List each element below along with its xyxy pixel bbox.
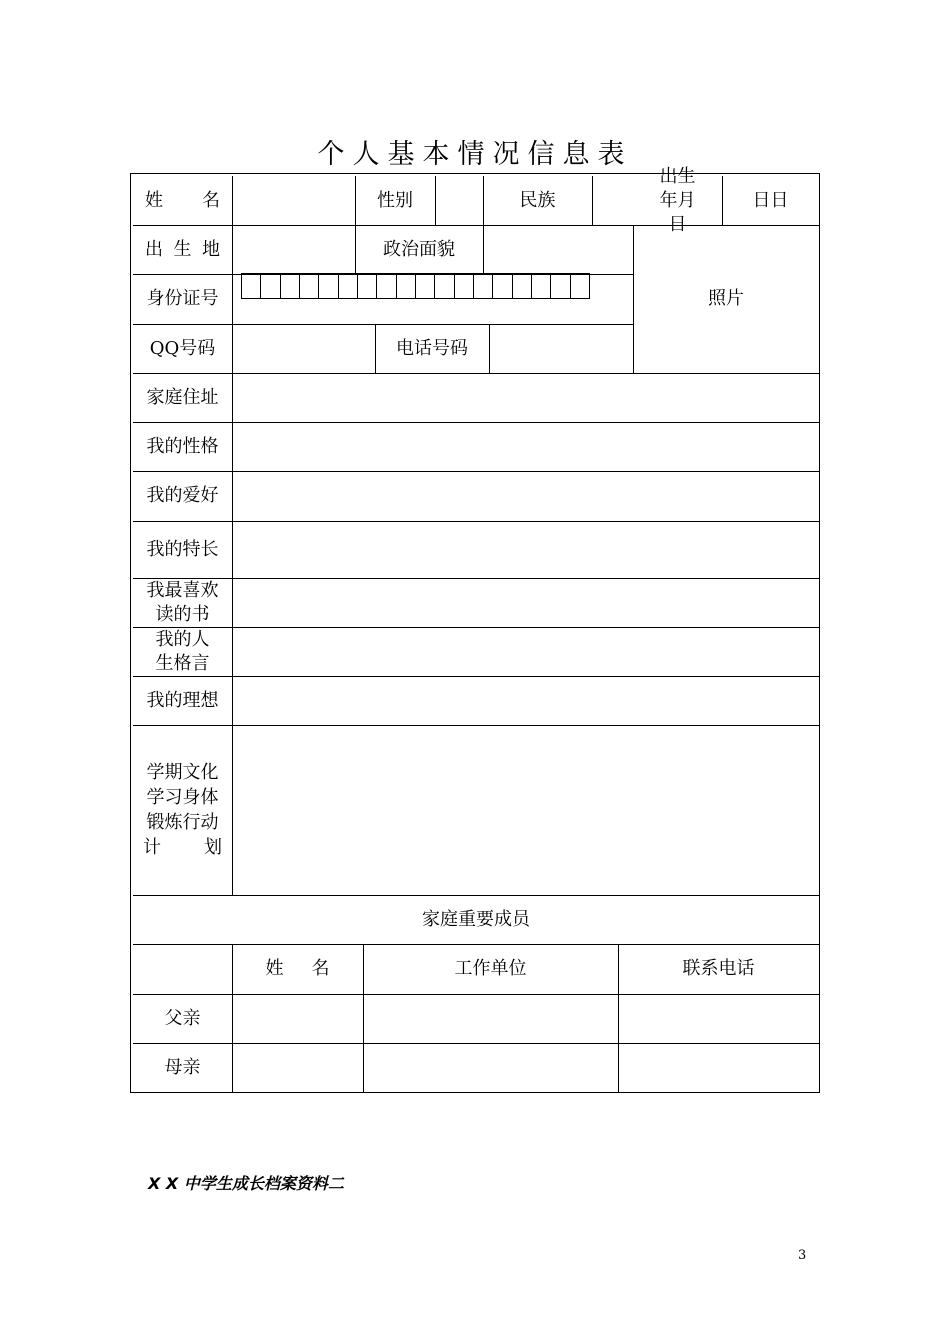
- personality-field[interactable]: [232, 422, 819, 471]
- ethnicity-field[interactable]: [592, 176, 633, 225]
- id-digit-box[interactable]: [474, 274, 493, 298]
- info-form: [130, 165, 820, 1093]
- father-work-field[interactable]: [363, 994, 618, 1043]
- id-digit-box[interactable]: [397, 274, 416, 298]
- id-digit-box[interactable]: [532, 274, 551, 298]
- phone-field[interactable]: [489, 324, 633, 373]
- family-phone-header: 联系电话: [682, 958, 755, 979]
- id-number-boxes[interactable]: [241, 273, 590, 299]
- birthplace-field[interactable]: [232, 225, 355, 274]
- ideal-label: 我的理想: [146, 689, 219, 711]
- gender-field[interactable]: [435, 176, 483, 225]
- photo-label: 照片: [708, 288, 744, 309]
- birth-date-label: 出生年月日: [659, 165, 696, 235]
- id-digit-box[interactable]: [281, 274, 300, 298]
- family-work-header: 工作单位: [454, 958, 527, 979]
- father-label: 父亲: [164, 1007, 201, 1029]
- id-digit-box[interactable]: [551, 274, 570, 298]
- mother-work-field[interactable]: [363, 1043, 618, 1092]
- gender-label: 性别: [377, 189, 413, 211]
- photo-box[interactable]: [633, 225, 819, 373]
- id-digit-box[interactable]: [358, 274, 377, 298]
- name-label: 姓 名: [145, 189, 220, 211]
- hobby-label: 我的爱好: [146, 485, 219, 506]
- mother-phone-field[interactable]: [618, 1043, 819, 1092]
- favorite-book-label: 我最喜欢读的书: [146, 579, 219, 625]
- page-title: 个人基本情况信息表: [317, 139, 633, 170]
- father-name-field[interactable]: [232, 994, 363, 1043]
- birthplace-label: 出 生 地: [145, 238, 220, 260]
- hobby-field[interactable]: [232, 471, 819, 521]
- semester-plan-label: 学期文化学习身体锻炼行动 计 划: [143, 762, 222, 858]
- address-field[interactable]: [232, 373, 819, 422]
- id-digit-box[interactable]: [242, 274, 261, 298]
- favorite-book-field[interactable]: [232, 578, 819, 627]
- id-digit-box[interactable]: [513, 274, 532, 298]
- page-number: 3: [798, 1248, 807, 1263]
- id-digit-box[interactable]: [261, 274, 280, 298]
- specialty-field[interactable]: [232, 521, 819, 578]
- semester-plan-field[interactable]: [232, 725, 819, 895]
- id-digit-box[interactable]: [493, 274, 512, 298]
- name-field[interactable]: [232, 176, 355, 225]
- id-digit-box[interactable]: [435, 274, 454, 298]
- address-label: 家庭住址: [146, 386, 219, 408]
- id-digit-box[interactable]: [339, 274, 358, 298]
- id-digit-box[interactable]: [319, 274, 338, 298]
- id-number-label: 身份证号: [146, 288, 219, 309]
- day-label: 日日: [752, 189, 789, 211]
- specialty-label: 我的特长: [146, 538, 219, 560]
- id-digit-box[interactable]: [377, 274, 396, 298]
- family-section-title: 家庭重要成员: [422, 908, 530, 930]
- qq-label: QQ号码: [149, 337, 216, 359]
- political-status-label: 政治面貌: [383, 238, 455, 260]
- id-digit-box[interactable]: [571, 274, 590, 298]
- mother-label: 母亲: [164, 1056, 201, 1078]
- ethnicity-label: 民族: [519, 189, 556, 211]
- ideal-field[interactable]: [232, 676, 819, 725]
- father-phone-field[interactable]: [618, 994, 819, 1043]
- phone-label: 电话号码: [396, 337, 468, 359]
- id-digit-box[interactable]: [416, 274, 435, 298]
- id-digit-box[interactable]: [300, 274, 319, 298]
- family-name-header: 姓 名: [265, 958, 330, 979]
- qq-field[interactable]: [232, 324, 375, 373]
- motto-field[interactable]: [232, 627, 819, 676]
- form-grid: [133, 165, 819, 1092]
- motto-label: 我的人生格言: [155, 628, 210, 674]
- document-footer: X X 中学生成长档案资料二: [148, 1174, 344, 1193]
- political-status-field[interactable]: [483, 225, 633, 274]
- mother-name-field[interactable]: [232, 1043, 363, 1092]
- id-digit-box[interactable]: [455, 274, 474, 298]
- personality-label: 我的性格: [146, 435, 219, 457]
